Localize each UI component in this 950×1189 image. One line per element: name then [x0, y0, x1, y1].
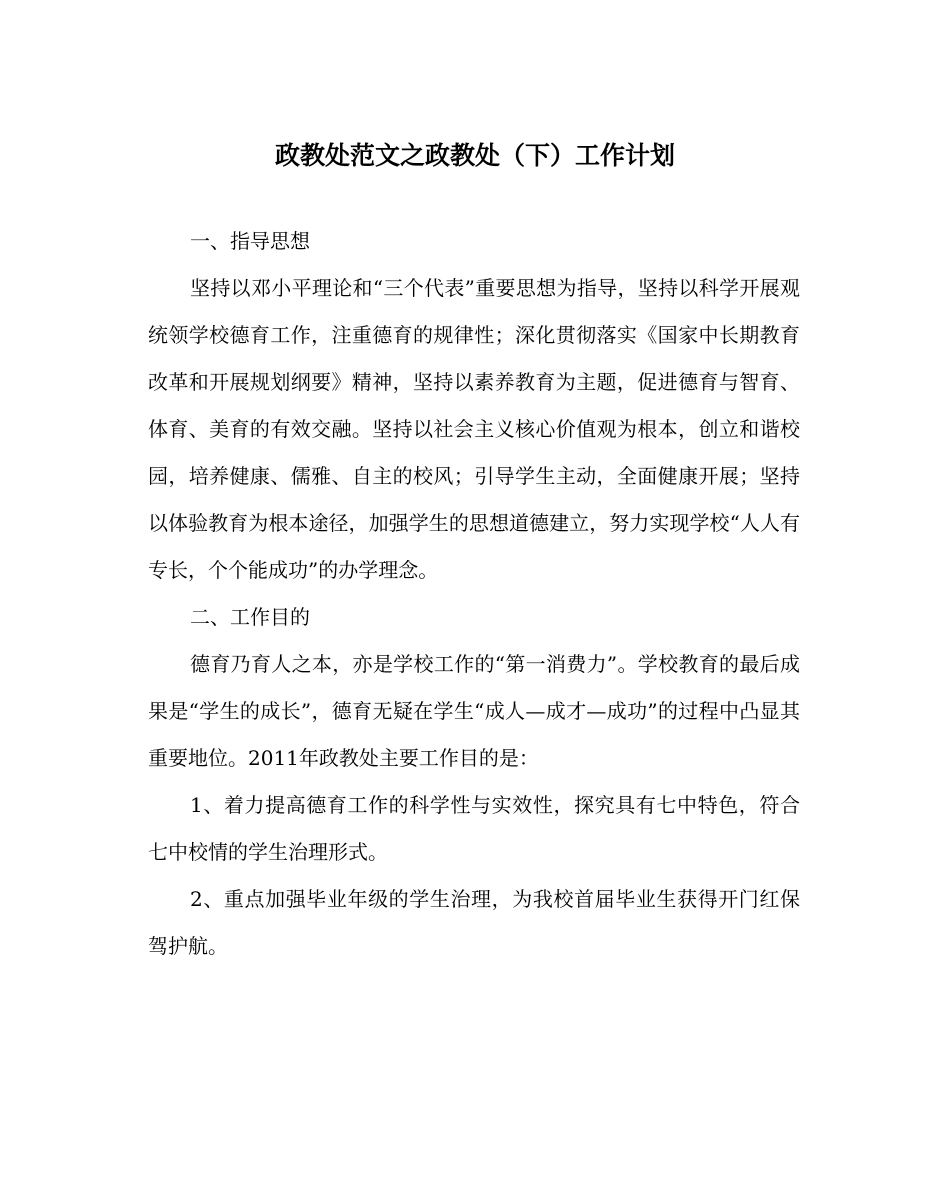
goal-item-1: 1、着力提高德育工作的科学性与实效性，探究具有七中特色，符合七中校情的学生治理形式。: [148, 793, 800, 864]
paragraph-guiding-ideology: 坚持以邓小平理论和“三个代表”重要思想为指导，坚持以科学开展观统领学校德育工作，注重德育的规律性；深化贯彻落实《国家中长期教育改革和开展规划纲要》精神，坚持以素养教育为主题，促进德育与智育、体育、美育的有效交融。坚持以社会主义核心价值观为根本，创立和谐校园，培养健康、儒雅、自主的校风；引导学生主动，全面健康开展；坚持以体验教育为根本途径，加强学生的思想道德建立，努力实现学校“人人有专长，个个能成功”的办学理念。: [148, 276, 800, 582]
document-body: [148, 218, 800, 970]
goal-item-2: 2、重点加强毕业年级的学生治理，为我校首届毕业生获得开门红保驾护航。: [148, 887, 800, 958]
document-title: 政教处范文之政教处（下）工作计划: [274, 141, 675, 170]
section-heading-work-goals: 二、工作目的: [190, 605, 310, 629]
section-heading-guiding-ideology: 一、指导思想: [190, 229, 310, 253]
paragraph-work-goals: 德育乃育人之本，亦是学校工作的“第一消费力”。学校教育的最后成果是“学生的成长”，德育无疑在学生“成人—成才—成功”的过程中凸显其重要地位。2011年政教处主要工作目的是：: [148, 652, 800, 770]
